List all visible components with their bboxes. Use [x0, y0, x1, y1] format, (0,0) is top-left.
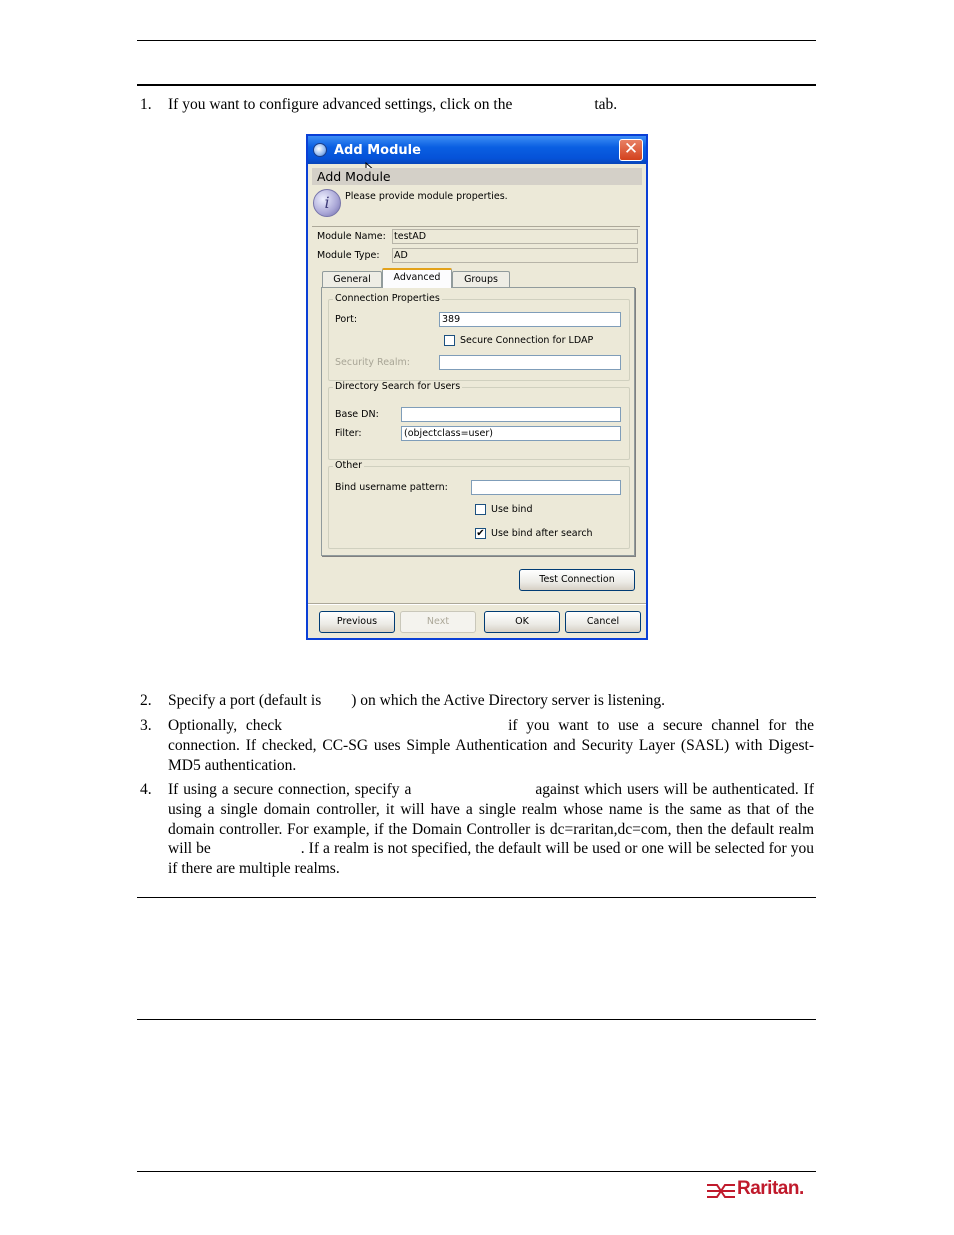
logo-wordmark: Raritan.	[737, 1178, 804, 1199]
secure-connection-label: Secure Connection for LDAP	[460, 335, 594, 346]
step-text: tab.	[594, 96, 618, 113]
step-2	[140, 691, 814, 711]
close-icon: ✕	[623, 139, 639, 159]
step-text: . If a realm is not specified, the default will be used or one will be selected for you if there are multiple realms.	[168, 840, 814, 878]
test-connection-button[interactable]: Test Connection	[519, 569, 635, 591]
bind-pattern-label: Bind username pattern:	[335, 482, 448, 493]
filter-label: Filter:	[335, 428, 362, 439]
dialog-title: Add Module	[334, 143, 421, 158]
module-type-label: Module Type:	[317, 250, 380, 261]
step-text: Optionally, check	[168, 717, 283, 734]
raritan-logo-icon	[706, 1182, 736, 1200]
check-mark-icon: ✔	[476, 528, 485, 539]
tab-general[interactable]: General	[322, 271, 382, 288]
group-title: Other	[335, 460, 362, 471]
step-4	[140, 780, 814, 880]
base-dn-input[interactable]	[401, 407, 621, 422]
info-message: Please provide module properties.	[345, 191, 508, 202]
use-bind-checkbox[interactable]	[475, 504, 486, 515]
step-text: ) on which the Active Directory server is listening.	[351, 692, 666, 709]
port-label: Port:	[335, 314, 358, 325]
header-rule	[137, 40, 816, 41]
dialog-header-band	[312, 168, 642, 185]
use-bind-label: Use bind	[491, 504, 533, 515]
module-icon	[313, 143, 327, 157]
step-text: If you want to configure advanced settings, click on the	[168, 96, 513, 113]
step-text: if you want to use a secure channel for the connection. If checked, CC-SG uses Simple Authentication and Security Layer (SASL) with Digest-MD5 authentication.	[168, 717, 815, 774]
bind-after-search-checkbox[interactable]	[475, 528, 486, 539]
step-number: 4.	[140, 781, 152, 798]
bind-pattern-input[interactable]	[471, 480, 621, 495]
step-number: 2.	[140, 692, 152, 709]
step-number: 3.	[140, 717, 152, 734]
group-title: Connection Properties	[335, 293, 440, 304]
section-rule-lower	[137, 1019, 816, 1020]
base-dn-label: Base DN:	[335, 409, 379, 420]
footer-rule	[137, 1171, 816, 1172]
button-bar-divider	[308, 603, 646, 605]
close-button[interactable]	[619, 139, 643, 161]
security-realm-label: Security Realm:	[335, 357, 410, 368]
module-name-field: testAD	[392, 229, 638, 244]
step-text: Specify a port (default is	[168, 692, 322, 709]
cancel-button[interactable]: Cancel	[565, 611, 641, 633]
add-module-dialog	[306, 134, 648, 640]
tab-advanced[interactable]: Advanced	[382, 268, 452, 288]
ok-button[interactable]: OK	[484, 611, 560, 633]
other-group	[328, 460, 630, 549]
divider	[312, 226, 640, 227]
step-text: against which users will be authenticated. If using a single domain controller, it will have a single realm whose name is the same as that of the domain controller. For example, if the Domain Controller is dc=raritan,dc=com, then the default realm will be	[168, 781, 814, 858]
directory-search-group	[328, 381, 630, 460]
section-rule-top	[137, 84, 816, 86]
section-rule-mid	[137, 897, 816, 898]
advanced-tab-panel	[321, 287, 635, 556]
info-icon: i	[313, 189, 341, 217]
secure-connection-checkbox[interactable]	[444, 335, 455, 346]
dialog-titlebar[interactable]	[308, 136, 646, 164]
security-realm-input[interactable]	[439, 355, 621, 370]
step-number: 1.	[140, 96, 152, 113]
previous-button[interactable]: Previous	[319, 611, 395, 633]
tab-groups[interactable]: Groups	[452, 271, 510, 288]
step-3	[140, 716, 814, 776]
step-1	[140, 95, 814, 115]
dialog-header-title: Add Module	[317, 169, 391, 184]
raritan-logo	[706, 1179, 812, 1203]
module-name-label: Module Name:	[317, 231, 386, 242]
port-input[interactable]: 389	[439, 312, 621, 327]
filter-input[interactable]: (objectclass=user)	[401, 426, 621, 441]
connection-properties-group	[328, 293, 630, 381]
next-button[interactable]: Next	[400, 611, 476, 633]
bind-after-search-label: Use bind after search	[491, 528, 593, 539]
step-text: If using a secure connection, specify a	[168, 781, 412, 798]
module-type-field: AD	[392, 248, 638, 263]
group-title: Directory Search for Users	[335, 381, 461, 392]
